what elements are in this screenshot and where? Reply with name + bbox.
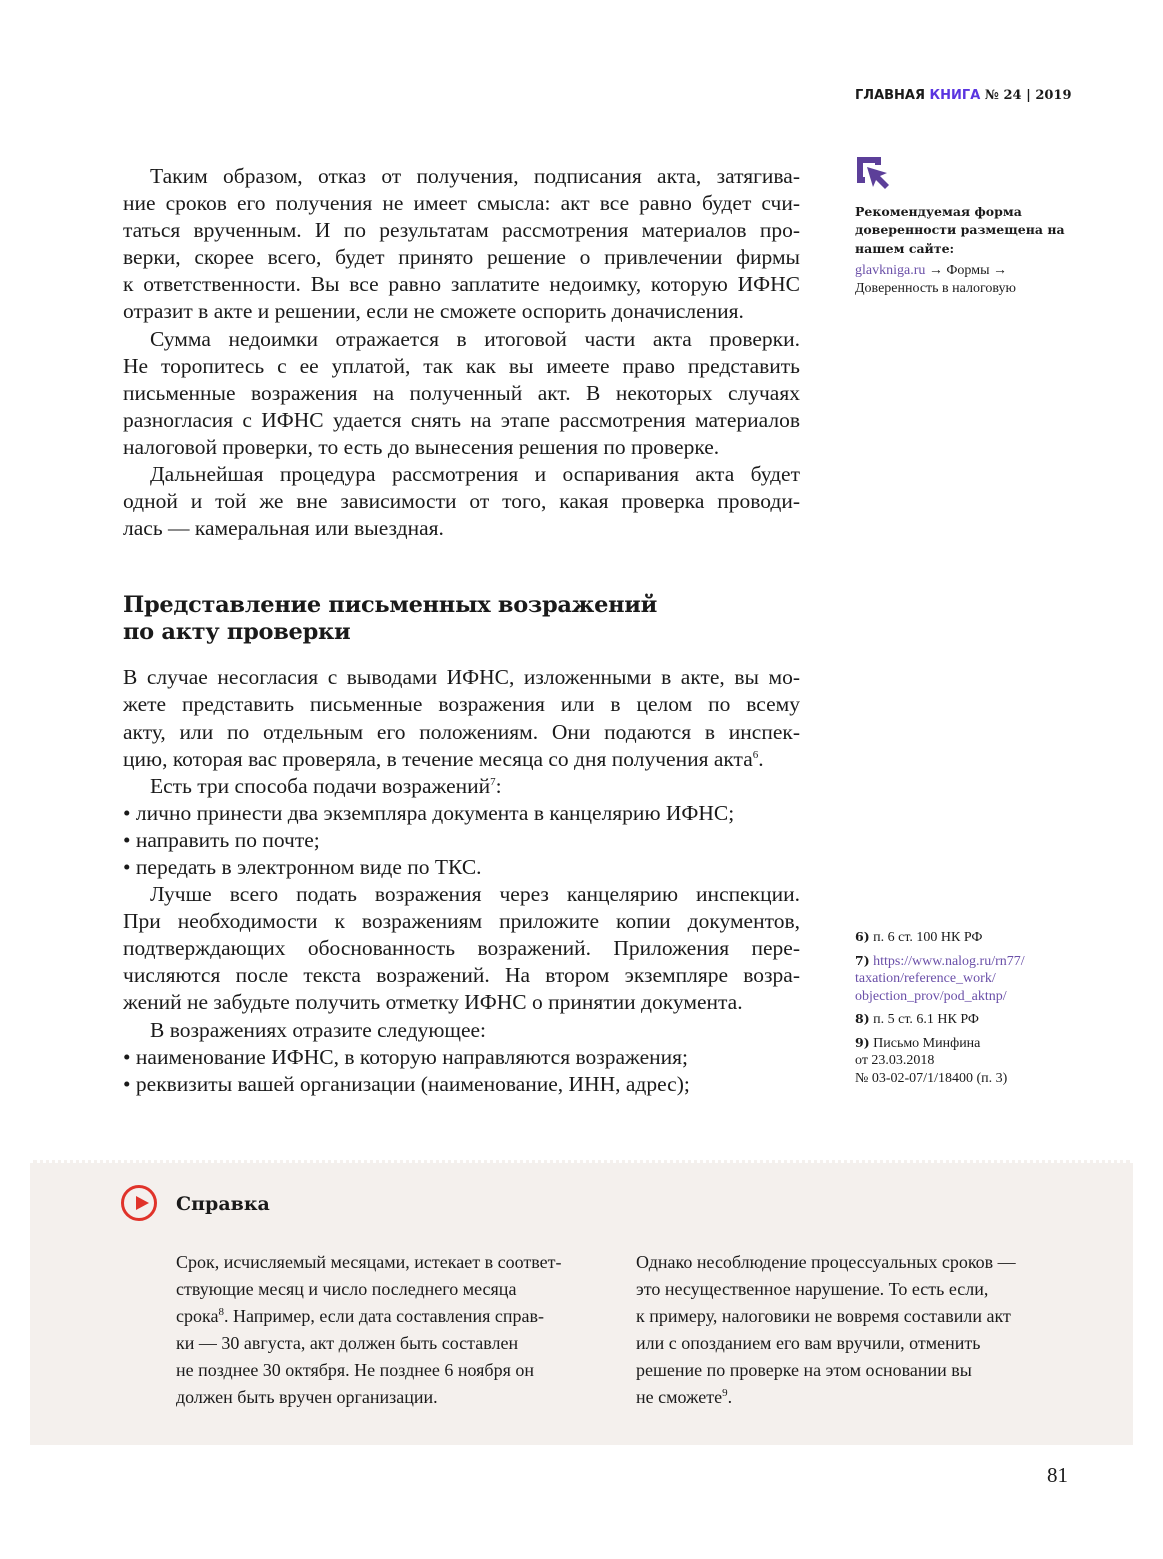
sidebar-title: Рекомендуемая форма доверенности размещена на нашем сайте: bbox=[855, 203, 1065, 256]
text-line: подтверждающих обоснованность возражений. Приложения пере- bbox=[123, 936, 800, 961]
running-header bbox=[855, 88, 1072, 103]
text-line: отразит в акте и решении, если не сможете оспорить доначисления. bbox=[123, 299, 744, 324]
text-line: Лучше всего подать возражения через канцелярию инспекции. bbox=[150, 882, 800, 907]
bullet-list bbox=[123, 800, 800, 881]
text-line: ние сроков его получения не имеет смысла: акт все равно будет счи- bbox=[123, 191, 800, 216]
text-line: налоговой проверки, то есть до вынесения решения по проверке. bbox=[123, 434, 720, 459]
bullet-list bbox=[123, 1044, 800, 1098]
page-number: 81 bbox=[1047, 1463, 1068, 1487]
cursor-link-icon bbox=[855, 155, 891, 191]
footnote-number: 9) bbox=[855, 1034, 870, 1050]
paragraph bbox=[123, 163, 800, 326]
text-line: • наименование ИФНС, в которую направляются возражения; bbox=[123, 1044, 689, 1069]
footnote-text: от 23.03.2018 bbox=[855, 1053, 935, 1068]
text-line: жете представить письменные возражения или в целом по всему bbox=[123, 692, 800, 717]
section-heading bbox=[123, 568, 800, 646]
footnote bbox=[855, 1010, 1070, 1029]
footnote-number: 7) bbox=[855, 952, 870, 968]
text-line: числяются после текста возражений. На втором экземпляре возра- bbox=[123, 963, 800, 988]
brand-word-2: КНИГА bbox=[929, 88, 981, 103]
footnote bbox=[855, 1034, 1070, 1088]
reference-title: Справка bbox=[176, 1193, 270, 1215]
footnote-ref[interactable]: 8 bbox=[218, 1306, 224, 1318]
paragraph bbox=[123, 881, 800, 1016]
paragraph: В возражениях отразите следующее: bbox=[150, 1017, 487, 1042]
footnote-text: № 03-02-07/1/18400 (п. 3) bbox=[855, 1070, 1008, 1086]
text-line: одной и той же вне зависимости от того, какая проверка проводи- bbox=[123, 489, 800, 514]
footnote-ref[interactable]: 6 bbox=[752, 748, 759, 761]
reference-column-2: Однако несоблюдение процессуальных сроков — это несущественное нарушение. То есть если, к примеру, налоговики не вовремя составили акт или с опозданием его вам вручили, отменить решение по проверке на этом основании вы не сможете$^9$. bbox=[636, 1252, 1016, 1407]
text-line: жений не забудьте получить отметку ИФНС о принятии документа. bbox=[123, 990, 743, 1015]
text-line: лась — камеральная или выездная. bbox=[123, 516, 444, 541]
text-line: разногласия с ИФНС удается снять на этапе рассмотрения материалов bbox=[123, 407, 800, 432]
text-line: верки, скорее всего, будет принято решение о привлечении фирмы bbox=[123, 245, 800, 270]
footnote-ref[interactable]: 7 bbox=[490, 775, 496, 788]
paragraph bbox=[123, 664, 800, 772]
text-line: цию, которая вас проверяла, в течение месяца со дня получения акта$^6$. bbox=[123, 746, 764, 771]
play-circle-icon bbox=[121, 1185, 157, 1221]
text-line: • направить по почте; bbox=[123, 827, 320, 852]
text: Есть три способа подачи возражений bbox=[150, 773, 491, 798]
text-line: Дальнейшая процедура рассмотрения и оспаривания акта будет bbox=[150, 462, 800, 487]
text-line: • лично принести два экземпляра документа в канцелярию ИФНС; bbox=[123, 800, 735, 825]
brand-word-1: ГЛАВНАЯ bbox=[855, 88, 926, 103]
text-line: • реквизиты вашей организации (наименование, ИНН, адрес); bbox=[123, 1071, 690, 1096]
footnote bbox=[855, 952, 1070, 1006]
text: : bbox=[495, 773, 502, 798]
reference-column-1: Срок, исчисляемый месяцами, истекает в соответ- ствующие месяц и число последнего месяца срока$^8$. Например, если дата составления справ- ки — 30 августа, акт должен быть составлен не позднее 30 октября. Не позднее 6 ноября он должен быть вручен организации. bbox=[176, 1252, 562, 1407]
text-line: таться врученным. И по результатам рассмотрения материалов про- bbox=[123, 218, 800, 243]
text-line: акту, или по отдельным его положениям. Они подаются в инспек- bbox=[123, 719, 800, 744]
footnote bbox=[855, 928, 1070, 947]
path-text: Доверенность в налоговую bbox=[855, 280, 1016, 296]
article-body bbox=[123, 163, 800, 1098]
site-link[interactable]: glavkniga.ru bbox=[855, 263, 926, 278]
heading-line: по акту проверки bbox=[123, 619, 351, 646]
path-text: → Формы → bbox=[928, 263, 1007, 278]
text-line: письменные возражения на полученный акт. В некоторых случаях bbox=[123, 380, 800, 405]
footnote-text: Письмо Минфина bbox=[873, 1035, 981, 1051]
footnote-link[interactable]: https://www.nalog.ru/rn77/ taxation/reference_work/ objection_prov/pod_aktnp/ bbox=[855, 953, 1025, 1004]
text-line: • передать в электронном виде по ТКС. bbox=[123, 854, 482, 879]
text-line: Не торопитесь с ее уплатой, так как вы имеете право представить bbox=[123, 353, 800, 378]
text-line: При необходимости к возражениям приложите копии документов, bbox=[123, 909, 800, 934]
footnote-text: п. 5 ст. 6.1 НК РФ bbox=[873, 1012, 979, 1027]
text-line: Сумма недоимки отражается в итоговой части акта проверки. bbox=[150, 326, 800, 351]
sidebar-note bbox=[855, 155, 1070, 297]
footnote-number: 6) bbox=[855, 929, 870, 944]
heading-line: Представление письменных возражений bbox=[123, 592, 658, 619]
text-line: к ответственности. Вы все равно заплатите недоимку, которую ИФНС bbox=[123, 272, 800, 297]
text-line: В случае несогласия с выводами ИФНС, изложенными в акте, вы мо- bbox=[123, 665, 800, 690]
issue-number: № 24 | 2019 bbox=[984, 88, 1072, 103]
footnote-number: 8) bbox=[855, 1011, 870, 1026]
footnote-text: п. 6 ст. 100 НК РФ bbox=[873, 930, 983, 945]
footnotes bbox=[855, 928, 1070, 1092]
paragraph bbox=[123, 326, 800, 461]
footnote-ref[interactable]: 9 bbox=[722, 1387, 728, 1399]
text-line: Таким образом, отказ от получения, подписания акта, затягива- bbox=[150, 164, 800, 188]
paragraph bbox=[123, 461, 800, 542]
paragraph bbox=[123, 773, 800, 800]
